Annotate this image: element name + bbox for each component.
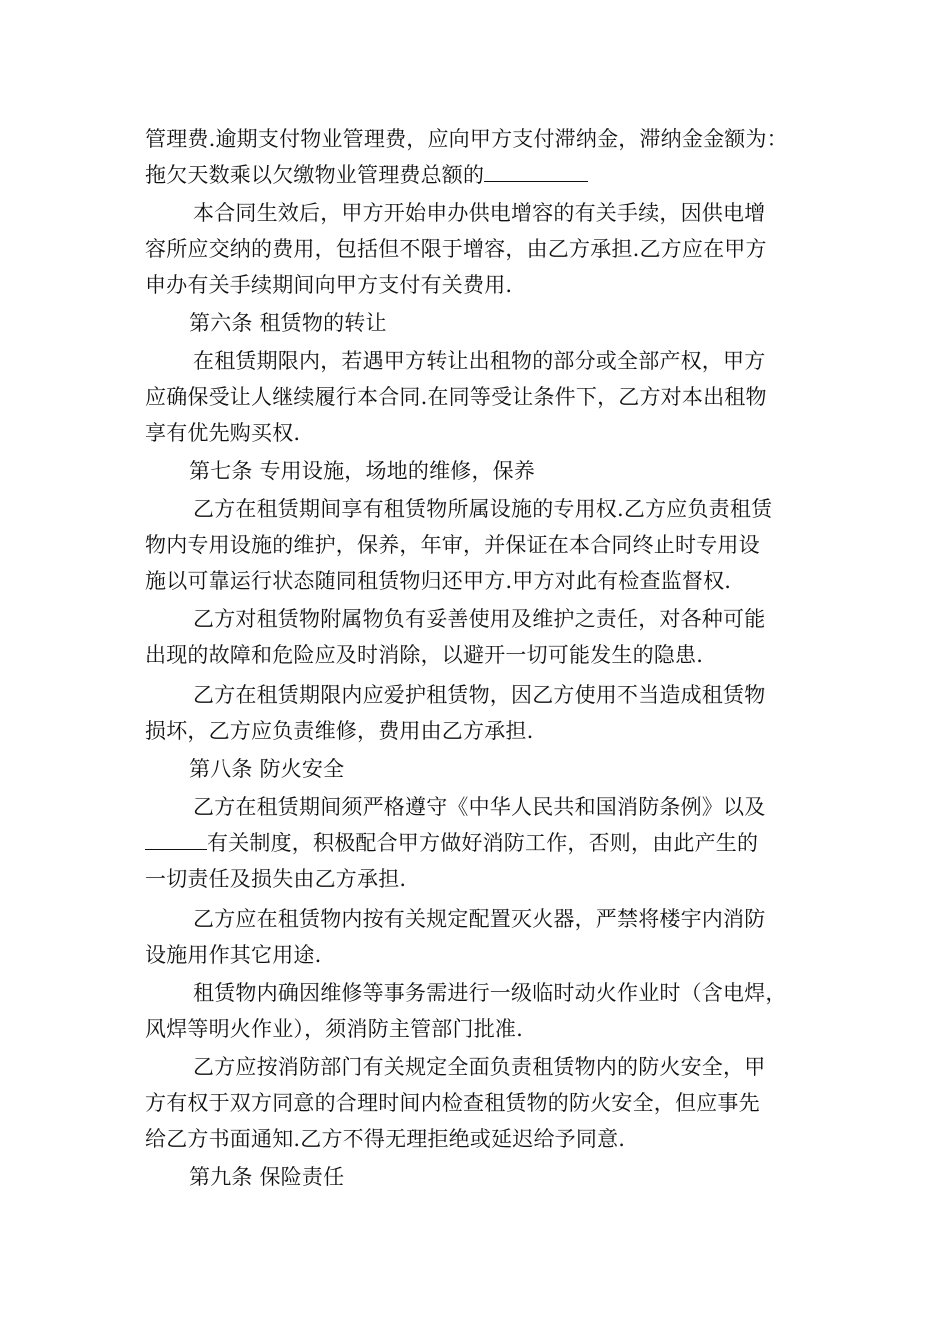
paragraph-line: 本合同生效后，甲方开始申办供电增容的有关手续，因供电增 [193, 201, 766, 225]
paragraph-line [145, 828, 758, 858]
paragraph-line: 管理费.逾期支付物业管理费，应向甲方支付滞纳金，滞纳金金额为： [145, 127, 788, 151]
paragraph-line: 损坏，乙方应负责维修，费用由乙方承担. [145, 719, 534, 743]
paragraph-line: 在租赁期限内，若遇甲方转让出租物的部分或全部产权，甲方 [193, 349, 766, 373]
paragraph-line: 风焊等明火作业），须消防主管部门批准. [145, 1017, 523, 1041]
paragraph-line: 物内专用设施的维护，保养，年审，并保证在本合同终止时专用设 [145, 533, 760, 557]
paragraph-line: 乙方在租赁期间享有租赁物所属设施的专用权.乙方应负责租赁 [193, 497, 773, 521]
section-heading: 第七条 专用设施，场地的维修，保养 [189, 459, 536, 483]
fill-in-blank [145, 829, 207, 850]
paragraph-line: 出现的故障和危险应及时消除，以避开一切可能发生的隐患. [145, 643, 704, 667]
paragraph-line: 申办有关手续期间向甲方支付有关费用. [145, 273, 513, 297]
paragraph-line [145, 160, 588, 190]
paragraph-line: 给乙方书面通知.乙方不得无理拒绝或延迟给予同意. [145, 1127, 626, 1151]
paragraph-line: 容所应交纳的费用，包括但不限于增容，由乙方承担.乙方应在甲方 [145, 237, 767, 261]
paragraph-line: 施以可靠运行状态随同租赁物归还甲方.甲方对此有检查监督权. [145, 569, 732, 593]
paragraph-line: 享有优先购买权. [145, 421, 301, 445]
paragraph-line: 乙方对租赁物附属物负有妥善使用及维护之责任，对各种可能 [193, 607, 766, 631]
paragraph-line: 方有权于双方同意的合理时间内检查租赁物的防火安全，但应事先 [145, 1091, 760, 1115]
paragraph-line: 应确保受让人继续履行本合同.在同等受让条件下，乙方对本出租物 [145, 385, 767, 409]
paragraph-line: 乙方在租赁期间须严格遵守《中华人民共和国消防条例》以及 [193, 795, 766, 819]
paragraph-line: 设施用作其它用途. [145, 943, 322, 967]
paragraph-line: 乙方在租赁期限内应爱护租赁物，因乙方使用不当造成租赁物 [193, 683, 766, 707]
paragraph-line: 乙方应在租赁物内按有关规定配置灭火器，严禁将楼宇内消防 [193, 907, 766, 931]
paragraph-line: 一切责任及损失由乙方承担. [145, 867, 407, 891]
fill-in-blank [484, 161, 588, 182]
paragraph-line: 乙方应按消防部门有关规定全面负责租赁物内的防火安全，甲 [193, 1055, 766, 1079]
paragraph-line-text: 有关制度，积极配合甲方做好消防工作，否则，由此产生的 [207, 831, 759, 855]
section-heading: 第六条 租赁物的转让 [189, 311, 387, 335]
section-heading: 第八条 防火安全 [189, 757, 345, 781]
paragraph-line-text: 拖欠天数乘以欠缴物业管理费总额的 [145, 163, 485, 187]
paragraph-line: 租赁物内确因维修等事务需进行一级临时动火作业时（含电焊， [193, 981, 787, 1005]
section-heading: 第九条 保险责任 [189, 1165, 345, 1189]
